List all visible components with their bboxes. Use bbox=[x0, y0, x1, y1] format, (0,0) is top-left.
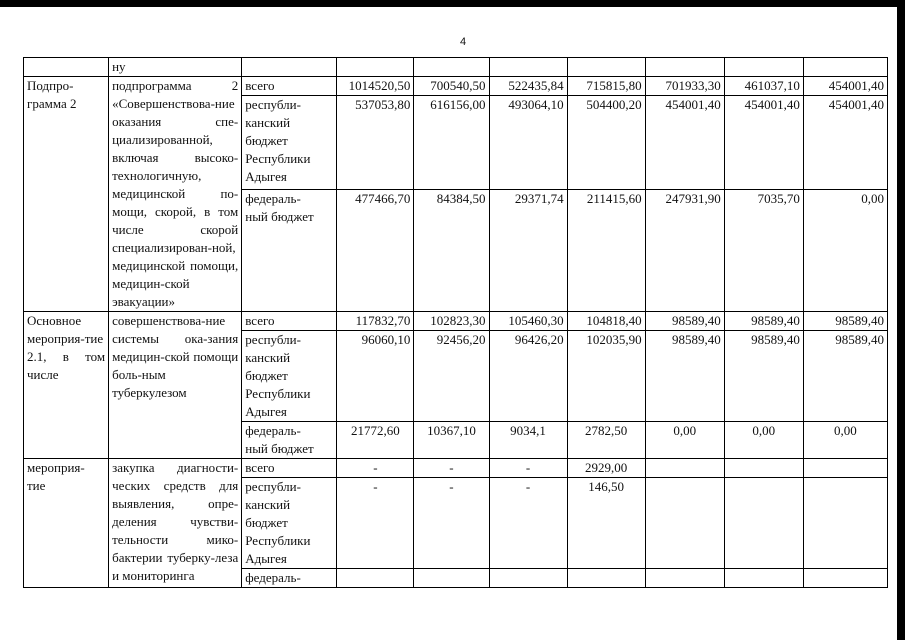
value-cell bbox=[724, 459, 803, 478]
value-cell: 701933,30 bbox=[645, 77, 724, 96]
subprogram-label: Подпро- грамма 2 bbox=[24, 77, 109, 312]
value-cell: 493064,10 bbox=[489, 96, 567, 189]
value-cell: 146,50 bbox=[567, 478, 645, 569]
table-row bbox=[24, 77, 888, 96]
continuation-text: ну bbox=[109, 58, 242, 77]
value-cell: 92456,20 bbox=[414, 331, 489, 422]
value-cell: - bbox=[337, 459, 414, 478]
value-cell: 454001,40 bbox=[645, 96, 724, 189]
value-cell bbox=[645, 459, 724, 478]
source-label: всего bbox=[242, 312, 337, 331]
value-cell: 211415,60 bbox=[567, 189, 645, 311]
value-cell: 98589,40 bbox=[724, 331, 803, 422]
value-cell: 1014520,50 bbox=[337, 77, 414, 96]
value-cell: 98589,40 bbox=[724, 312, 803, 331]
value-cell: 461037,10 bbox=[724, 77, 803, 96]
value-cell: 29371,74 bbox=[489, 189, 567, 311]
value-cell: 9034,1 bbox=[489, 422, 567, 459]
value-cell: 0,00 bbox=[724, 422, 803, 459]
scan-border-right bbox=[897, 0, 905, 640]
value-cell: 2929,00 bbox=[567, 459, 645, 478]
table-row bbox=[24, 58, 888, 77]
value-cell: - bbox=[414, 478, 489, 569]
value-cell: 0,00 bbox=[803, 422, 887, 459]
value-cell: 0,00 bbox=[803, 189, 887, 311]
value-cell bbox=[803, 478, 887, 569]
value-cell: 104818,40 bbox=[567, 312, 645, 331]
value-cell: 454001,40 bbox=[803, 77, 887, 96]
measure-name: закупка диагности-ческих средств для выявления, опре-деления чувстви-тельности мико-бактерии туберку-леза и мониторинга bbox=[109, 459, 242, 588]
value-cell: 715815,80 bbox=[567, 77, 645, 96]
budget-table bbox=[23, 57, 888, 588]
value-cell: - bbox=[489, 459, 567, 478]
value-cell: 616156,00 bbox=[414, 96, 489, 189]
value-cell: 537053,80 bbox=[337, 96, 414, 189]
value-cell: 96426,20 bbox=[489, 331, 567, 422]
value-cell: 102035,90 bbox=[567, 331, 645, 422]
value-cell: 522435,84 bbox=[489, 77, 567, 96]
value-cell bbox=[724, 478, 803, 569]
main-measure-label: Основное мероприя-тие 2.1, в том числе bbox=[24, 312, 109, 459]
value-cell: 98589,40 bbox=[803, 331, 887, 422]
measure-label: мероприя- тие bbox=[24, 459, 109, 588]
value-cell: - bbox=[414, 459, 489, 478]
value-cell: 454001,40 bbox=[724, 96, 803, 189]
value-cell: - bbox=[489, 478, 567, 569]
source-label: республи- канский бюджет Республики Адыгея bbox=[242, 331, 337, 422]
source-label: республи- канский бюджет Республики Адыгея bbox=[242, 96, 337, 189]
table-row bbox=[24, 312, 888, 331]
value-cell: 98589,40 bbox=[803, 312, 887, 331]
value-cell: 247931,90 bbox=[645, 189, 724, 311]
value-cell: 21772,60 bbox=[337, 422, 414, 459]
value-cell: 700540,50 bbox=[414, 77, 489, 96]
value-cell: - bbox=[337, 478, 414, 569]
value-cell bbox=[645, 478, 724, 569]
value-cell: 117832,70 bbox=[337, 312, 414, 331]
value-cell: 504400,20 bbox=[567, 96, 645, 189]
value-cell: 84384,50 bbox=[414, 189, 489, 311]
main-measure-name: совершенствова-ние системы ока-зания медицин-ской помощи боль-ным туберкулезом bbox=[109, 312, 242, 459]
source-label: федераль- ный бюджет bbox=[242, 422, 337, 459]
value-cell: 10367,10 bbox=[414, 422, 489, 459]
source-label: республи- канский бюджет Республики Адыгея bbox=[242, 478, 337, 569]
value-cell: 454001,40 bbox=[803, 96, 887, 189]
page-number: 4 bbox=[460, 36, 467, 48]
value-cell bbox=[803, 459, 887, 478]
value-cell: 96060,10 bbox=[337, 331, 414, 422]
subprogram-name: подпрограмма 2 «Совершенствова-ние оказания спе-циализированной, включая высоко-технологичную, медицинской по-мощи, скорой, в том числе скорой специализирован-ной, медицинской помощи, медицин-ской эвакуации» bbox=[109, 77, 242, 312]
source-label: всего bbox=[242, 459, 337, 478]
source-label: всего bbox=[242, 77, 337, 96]
value-cell: 105460,30 bbox=[489, 312, 567, 331]
value-cell: 0,00 bbox=[645, 422, 724, 459]
value-cell: 98589,40 bbox=[645, 331, 724, 422]
value-cell: 2782,50 bbox=[567, 422, 645, 459]
value-cell: 98589,40 bbox=[645, 312, 724, 331]
value-cell: 102823,30 bbox=[414, 312, 489, 331]
table-row bbox=[24, 459, 888, 478]
source-label: федераль- bbox=[242, 569, 337, 588]
value-cell: 7035,70 bbox=[724, 189, 803, 311]
scan-border-top bbox=[0, 0, 905, 7]
source-label: федераль- ный бюджет bbox=[242, 189, 337, 311]
value-cell: 477466,70 bbox=[337, 189, 414, 311]
